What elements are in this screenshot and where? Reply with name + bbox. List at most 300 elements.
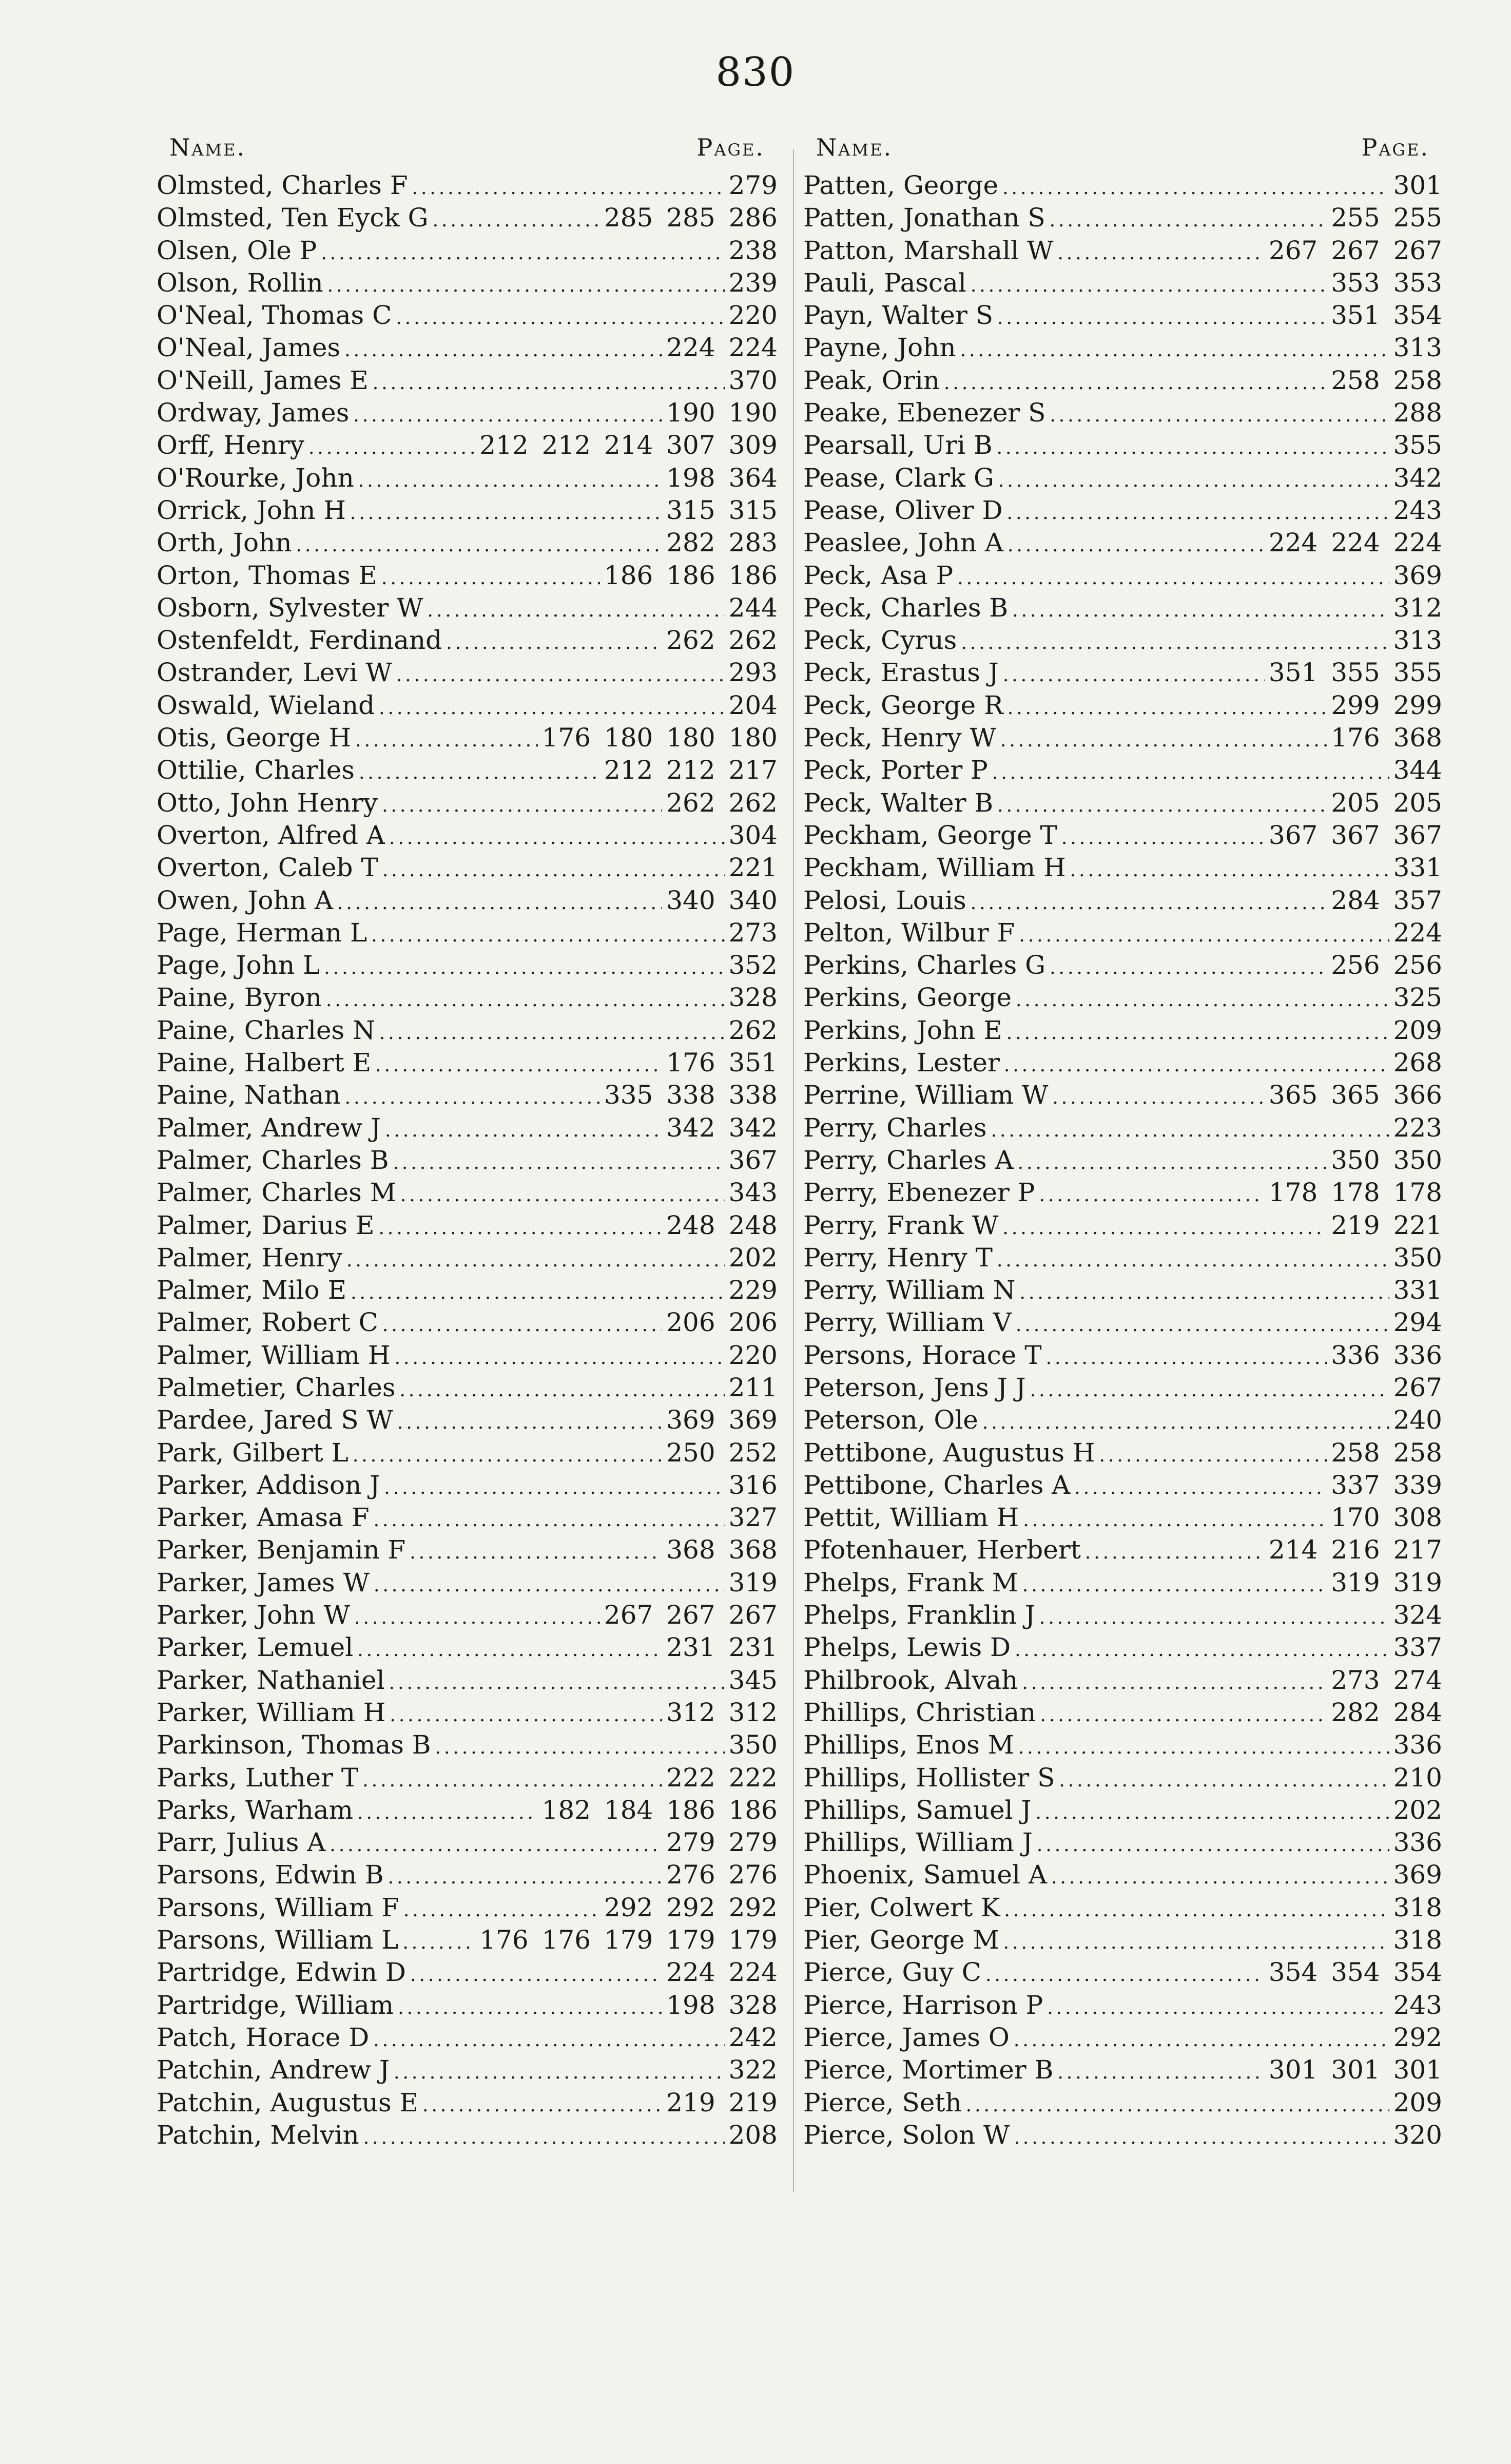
dot-leader xyxy=(355,724,537,757)
entry-pages: 244 xyxy=(728,592,778,623)
index-entry xyxy=(803,1664,1442,1697)
entry-pages: 350 350 xyxy=(1331,1145,1442,1175)
index-entry xyxy=(157,169,778,202)
entry-name: Palmer, Andrew J xyxy=(157,1112,381,1143)
index-entry xyxy=(803,1404,1442,1436)
index-entry xyxy=(157,624,778,657)
index-entry xyxy=(157,1892,778,1924)
index-entry xyxy=(803,1112,1442,1144)
entry-pages: 294 xyxy=(1393,1307,1442,1338)
entry-pages: 186 186 186 xyxy=(604,560,778,590)
entry-name: Perkins, George xyxy=(803,983,1012,1013)
entry-name: Peck, Porter P xyxy=(803,755,988,785)
dot-leader xyxy=(985,1959,1265,1991)
dot-leader xyxy=(1012,594,1389,627)
entry-name: Orff, Henry xyxy=(157,430,304,460)
index-entry xyxy=(803,235,1442,267)
entry-pages: 324 xyxy=(1393,1600,1442,1630)
dot-leader xyxy=(1016,984,1389,1016)
entry-pages: 222 222 xyxy=(666,1762,778,1793)
dot-leader xyxy=(381,562,600,594)
entry-pages: 214 216 217 xyxy=(1268,1535,1442,1565)
entry-pages: 304 xyxy=(728,820,778,850)
entry-pages: 320 xyxy=(1393,2120,1442,2150)
index-entry xyxy=(157,235,778,267)
entry-pages: 224 224 xyxy=(666,333,778,363)
dot-leader xyxy=(357,1797,538,1829)
dot-leader xyxy=(960,334,1389,367)
name-heading: Name. xyxy=(169,133,246,161)
dot-leader xyxy=(1047,1992,1389,2024)
index-entry xyxy=(803,819,1442,852)
entry-pages: 345 xyxy=(728,1665,778,1695)
dot-leader xyxy=(1050,204,1327,237)
index-entry xyxy=(157,299,778,332)
index-entry xyxy=(157,1924,778,1956)
entry-pages: 285 285 286 xyxy=(604,203,778,233)
entry-pages: 327 xyxy=(728,1503,778,1533)
index-entry xyxy=(803,1502,1442,1534)
entry-name: Ottilie, Charles xyxy=(157,755,355,785)
entry-name: Pierce, Seth xyxy=(803,2087,962,2118)
dot-leader xyxy=(1039,1179,1264,1211)
dot-leader xyxy=(1004,1894,1389,1927)
index-entry xyxy=(157,2119,778,2151)
dot-leader xyxy=(345,1082,600,1114)
page-heading: Page. xyxy=(1361,133,1429,161)
entry-name: Phillips, Samuel J xyxy=(803,1795,1032,1825)
index-entry xyxy=(157,397,778,429)
index-entry xyxy=(157,364,778,397)
entry-pages: 322 xyxy=(728,2055,778,2085)
index-entry xyxy=(157,657,778,689)
dot-leader xyxy=(382,790,662,822)
index-entry xyxy=(157,592,778,624)
entry-name: Peak, Orin xyxy=(803,365,940,395)
entry-name: Perry, Frank W xyxy=(803,1210,999,1240)
dot-leader xyxy=(382,1309,662,1341)
dot-leader xyxy=(997,302,1327,334)
entry-name: Olsen, Ole P xyxy=(157,235,317,265)
column-header xyxy=(803,133,1442,169)
entry-pages: 284 357 xyxy=(1331,885,1442,915)
index-entry xyxy=(803,1047,1442,1079)
entry-pages: 301 301 301 xyxy=(1268,2055,1442,2085)
entry-name: Paine, Byron xyxy=(157,983,322,1013)
entry-name: Orrick, John H xyxy=(157,495,346,525)
entry-name: Palmer, Darius E xyxy=(157,1210,375,1240)
dot-leader xyxy=(353,1439,662,1472)
index-entry xyxy=(157,1112,778,1144)
dot-leader xyxy=(375,1049,662,1082)
index-entry xyxy=(157,1242,778,1274)
entry-pages: 369 369 xyxy=(666,1405,778,1435)
dot-leader xyxy=(428,594,725,627)
dot-leader xyxy=(1052,1082,1265,1114)
index-entry xyxy=(157,1079,778,1111)
dot-leader xyxy=(1006,1017,1389,1049)
index-entry xyxy=(157,1989,778,2022)
dot-leader xyxy=(1019,919,1389,952)
entry-name: Parker, Addison J xyxy=(157,1470,380,1500)
dot-leader xyxy=(1030,1374,1389,1407)
dot-leader xyxy=(354,1602,600,1634)
entry-name: Patten, George xyxy=(803,170,999,200)
entry-pages: 325 xyxy=(1393,983,1442,1013)
index-entry xyxy=(803,1989,1442,2022)
entry-name: Phelps, Frank M xyxy=(803,1567,1018,1597)
dot-leader xyxy=(961,627,1389,659)
entry-name: Partridge, William xyxy=(157,1990,394,2020)
entry-name: Overton, Caleb T xyxy=(157,853,378,883)
entry-pages: 318 xyxy=(1393,1892,1442,1922)
dot-leader xyxy=(382,854,725,887)
dot-leader xyxy=(350,497,662,529)
index-entry xyxy=(157,1404,778,1436)
entry-pages: 312 xyxy=(1393,592,1442,623)
index-entry xyxy=(157,1437,778,1469)
dot-leader xyxy=(1035,1797,1389,1829)
dot-leader xyxy=(422,2089,662,2122)
index-entry xyxy=(803,202,1442,234)
entry-pages: 351 354 xyxy=(1331,300,1442,331)
entry-name: O'Neal, Thomas C xyxy=(157,300,392,331)
index-entry xyxy=(157,754,778,786)
entry-pages: 262 262 xyxy=(666,625,778,656)
entry-name: Olson, Rollin xyxy=(157,267,323,298)
entry-pages: 367 367 367 xyxy=(1268,820,1442,850)
index-entry xyxy=(803,2119,1442,2151)
dot-leader xyxy=(1014,2122,1389,2154)
entry-pages: 350 xyxy=(728,1730,778,1760)
entry-name: Perry, Henry T xyxy=(803,1242,993,1273)
entry-pages: 353 353 xyxy=(1331,267,1442,298)
entry-name: Peck, Cyrus xyxy=(803,625,957,656)
entry-pages: 331 xyxy=(1393,1275,1442,1305)
entry-pages: 344 xyxy=(1393,755,1442,785)
index-entry xyxy=(157,884,778,917)
dot-leader xyxy=(346,1244,725,1277)
entry-name: Otis, George H xyxy=(157,723,352,753)
entry-pages: 328 xyxy=(728,983,778,1013)
dot-leader xyxy=(1037,1829,1389,1861)
index-entry xyxy=(157,560,778,592)
entry-name: Pearsall, Uri B xyxy=(803,430,993,460)
entry-pages: 205 205 xyxy=(1331,787,1442,818)
index-entry xyxy=(803,1014,1442,1047)
entry-pages: 176 176 179 179 179 xyxy=(479,1925,778,1955)
entry-name: Pier, George M xyxy=(803,1925,999,1955)
index-entry xyxy=(803,1177,1442,1209)
entry-name: Parsons, William F xyxy=(157,1892,399,1922)
entry-pages: 369 xyxy=(1393,560,1442,590)
index-entry xyxy=(157,1762,778,1794)
dot-leader xyxy=(957,562,1389,594)
dot-leader xyxy=(1003,1927,1389,1959)
dot-leader xyxy=(373,367,725,399)
index-entry xyxy=(157,689,778,722)
index-entry xyxy=(803,1762,1442,1794)
entry-list xyxy=(803,169,1442,2151)
index-entry xyxy=(157,2022,778,2054)
entry-pages: 335 338 338 xyxy=(604,1080,778,1110)
entry-pages: 243 xyxy=(1393,495,1442,525)
entry-pages: 319 319 xyxy=(1331,1567,1442,1597)
dot-leader xyxy=(1008,692,1327,724)
entry-pages: 223 xyxy=(1393,1112,1442,1143)
entry-name: Parkinson, Thomas B xyxy=(157,1730,431,1760)
entry-name: Ostenfeldt, Ferdinand xyxy=(157,625,442,656)
dot-leader xyxy=(385,1114,662,1147)
entry-pages: 202 xyxy=(728,1242,778,1273)
dot-leader xyxy=(997,432,1389,464)
entry-name: Palmer, Henry xyxy=(157,1242,342,1273)
dot-leader xyxy=(358,465,662,497)
entry-pages: 209 xyxy=(1393,1015,1442,1045)
entry-name: Persons, Horace T xyxy=(803,1340,1042,1370)
entry-name: Page, Herman L xyxy=(157,917,367,948)
index-entry xyxy=(157,1144,778,1177)
entry-name: Ostrander, Levi W xyxy=(157,658,392,688)
entry-pages: 220 xyxy=(728,300,778,331)
entry-pages: 224 224 xyxy=(666,1957,778,1988)
dot-leader xyxy=(388,1861,663,1894)
entry-pages: 365 365 366 xyxy=(1268,1080,1442,1110)
entry-name: Partridge, Edwin D xyxy=(157,1957,406,1988)
index-entry xyxy=(157,1631,778,1664)
entry-pages: 299 299 xyxy=(1331,690,1442,720)
dot-leader xyxy=(321,237,724,270)
entry-pages: 293 xyxy=(728,658,778,688)
entry-name: Perry, Charles A xyxy=(803,1145,1014,1175)
entry-name: Perkins, John E xyxy=(803,1015,1002,1045)
index-entry xyxy=(803,1306,1442,1339)
index-entry xyxy=(157,1956,778,1989)
index-entry xyxy=(803,332,1442,364)
entry-pages: 256 256 xyxy=(1331,950,1442,980)
entry-name: Peckham, William H xyxy=(803,853,1066,883)
entry-pages: 239 xyxy=(728,267,778,298)
index-entry xyxy=(803,494,1442,527)
entry-name: Otto, John Henry xyxy=(157,787,378,818)
index-entry xyxy=(803,169,1442,202)
index-entry xyxy=(803,852,1442,884)
dot-leader xyxy=(944,367,1327,399)
index-entry xyxy=(803,560,1442,592)
index-entry xyxy=(803,1956,1442,1989)
index-entry xyxy=(157,981,778,1014)
index-entry xyxy=(157,1567,778,1599)
index-entry xyxy=(803,1859,1442,1891)
dot-leader xyxy=(997,1244,1389,1277)
dot-leader xyxy=(395,1342,725,1374)
entry-pages: 267 xyxy=(1393,1372,1442,1402)
dot-leader xyxy=(1022,1667,1327,1699)
index-entry xyxy=(803,1274,1442,1306)
dot-leader xyxy=(344,334,662,367)
entry-name: Palmer, Charles B xyxy=(157,1145,389,1175)
entry-pages: 206 206 xyxy=(666,1307,778,1338)
dot-leader xyxy=(393,1147,724,1179)
entry-pages: 202 xyxy=(1393,1795,1442,1825)
entry-name: Phelps, Franklin J xyxy=(803,1600,1035,1630)
entry-pages: 318 xyxy=(1393,1925,1442,1955)
dot-leader xyxy=(1046,1342,1327,1374)
entry-pages: 313 xyxy=(1393,333,1442,363)
entry-pages: 301 xyxy=(1393,170,1442,200)
index-entry xyxy=(803,1599,1442,1631)
index-entry xyxy=(803,981,1442,1014)
entry-name: Peck, Charles B xyxy=(803,592,1009,623)
dot-leader xyxy=(363,2122,725,2154)
dot-leader xyxy=(966,2089,1389,2122)
entry-name: Pettibone, Charles A xyxy=(803,1470,1071,1500)
name-heading: Name. xyxy=(816,133,893,161)
entry-name: Owen, John A xyxy=(157,885,333,915)
entry-pages: 212 212 217 xyxy=(604,755,778,785)
entry-pages: 198 328 xyxy=(666,1990,778,2020)
entry-name: Olmsted, Ten Eyck G xyxy=(157,203,429,233)
index-entry xyxy=(803,1697,1442,1729)
dot-leader xyxy=(998,465,1389,497)
index-entry xyxy=(803,624,1442,657)
dot-leader xyxy=(357,1634,662,1666)
index-entry xyxy=(803,527,1442,559)
dot-leader xyxy=(971,270,1327,302)
index-entry xyxy=(803,1144,1442,1177)
dot-leader xyxy=(397,1407,662,1439)
dot-leader xyxy=(1061,822,1265,854)
entry-pages: 279 xyxy=(728,170,778,200)
dot-leader xyxy=(337,887,662,919)
entry-name: Parks, Luther T xyxy=(157,1762,359,1793)
entry-name: Palmer, Robert C xyxy=(157,1307,378,1338)
dot-leader xyxy=(396,302,724,334)
entry-pages: 312 312 xyxy=(666,1697,778,1727)
entry-name: Patton, Marshall W xyxy=(803,235,1054,265)
entry-name: Peake, Ebenezer S xyxy=(803,398,1046,428)
entry-pages: 204 xyxy=(728,690,778,720)
dot-leader xyxy=(394,2056,725,2089)
index-entry xyxy=(803,1794,1442,1826)
entry-name: Overton, Alfred A xyxy=(157,820,385,850)
index-entry xyxy=(157,1372,778,1404)
entry-pages: 368 368 xyxy=(666,1535,778,1565)
index-entry xyxy=(803,1437,1442,1469)
index-entry xyxy=(157,2054,778,2086)
dot-leader xyxy=(399,1374,724,1407)
entry-name: Parker, Amasa F xyxy=(157,1503,370,1533)
entry-pages: 336 xyxy=(1393,1827,1442,1858)
entry-pages: 276 276 xyxy=(666,1860,778,1890)
index-entry xyxy=(803,2022,1442,2054)
dot-leader xyxy=(1070,854,1389,887)
dot-leader xyxy=(1023,1504,1327,1536)
index-entry xyxy=(157,1014,778,1047)
entry-name: Peck, Walter B xyxy=(803,787,994,818)
entry-name: O'Neal, James xyxy=(157,333,341,363)
page-heading: Page. xyxy=(696,133,765,161)
index-entry xyxy=(803,592,1442,624)
entry-pages: 229 xyxy=(728,1275,778,1305)
entry-pages: 224 224 224 xyxy=(1268,528,1442,558)
index-entry xyxy=(803,1469,1442,1502)
entry-pages: 279 279 xyxy=(666,1827,778,1858)
entry-name: Orton, Thomas E xyxy=(157,560,378,590)
entry-pages: 211 xyxy=(728,1372,778,1402)
entry-pages: 250 252 xyxy=(666,1437,778,1468)
dot-leader xyxy=(373,2024,724,2056)
dot-leader xyxy=(390,1699,662,1731)
entry-pages: 221 xyxy=(728,853,778,883)
entry-name: Parker, James W xyxy=(157,1567,370,1597)
index-entry xyxy=(157,1177,778,1209)
index-entry xyxy=(157,819,778,852)
dot-leader xyxy=(1003,659,1265,691)
index-entry xyxy=(803,2054,1442,2086)
dot-leader xyxy=(1015,1634,1389,1666)
entry-name: Paine, Charles N xyxy=(157,1015,375,1045)
entry-name: Palmer, Milo E xyxy=(157,1275,347,1305)
entry-pages: 198 364 xyxy=(666,463,778,493)
index-entry xyxy=(157,462,778,494)
entry-name: Payn, Walter S xyxy=(803,300,994,331)
index-entry xyxy=(803,884,1442,917)
dot-leader xyxy=(374,1504,725,1536)
entry-pages: 319 xyxy=(728,1567,778,1597)
entry-name: Phelps, Lewis D xyxy=(803,1632,1011,1663)
index-entry xyxy=(157,1306,778,1339)
entry-name: Ordway, James xyxy=(157,398,350,428)
index-entry xyxy=(157,1664,778,1697)
index-entry xyxy=(803,1924,1442,1956)
entry-pages: 190 190 xyxy=(666,398,778,428)
entry-name: O'Rourke, John xyxy=(157,463,354,493)
entry-name: Parr, Julius A xyxy=(157,1827,326,1858)
dot-leader xyxy=(389,1667,725,1699)
dot-leader xyxy=(330,1829,662,1861)
index-entry xyxy=(157,787,778,819)
entry-pages: 208 xyxy=(728,2120,778,2150)
dot-leader xyxy=(296,529,663,562)
entry-name: Pierce, Solon W xyxy=(803,2120,1010,2150)
index-entry xyxy=(803,1372,1442,1404)
column-header xyxy=(157,133,778,169)
index-entry xyxy=(803,462,1442,494)
index-entry xyxy=(803,1826,1442,1859)
entry-name: Parsons, William L xyxy=(157,1925,399,1955)
dot-leader xyxy=(982,1407,1389,1439)
index-entry xyxy=(803,364,1442,397)
entry-pages: 262 262 xyxy=(666,787,778,818)
entry-name: Phillips, Christian xyxy=(803,1697,1036,1727)
dot-leader xyxy=(1007,497,1389,529)
entry-pages: 258 258 xyxy=(1331,365,1442,395)
index-entry xyxy=(803,754,1442,786)
dot-leader xyxy=(359,757,600,789)
entry-pages: 282 284 xyxy=(1331,1697,1442,1727)
dot-leader xyxy=(327,270,725,302)
index-entry xyxy=(803,949,1442,981)
dot-leader xyxy=(378,1212,662,1244)
entry-pages: 220 xyxy=(728,1340,778,1370)
dot-leader xyxy=(1085,1536,1265,1569)
entry-pages: 355 xyxy=(1393,430,1442,460)
dot-leader xyxy=(374,1569,725,1602)
entry-name: Peterson, Ole xyxy=(803,1405,978,1435)
entry-name: Pelosi, Louis xyxy=(803,885,966,915)
dot-leader xyxy=(991,1114,1389,1147)
